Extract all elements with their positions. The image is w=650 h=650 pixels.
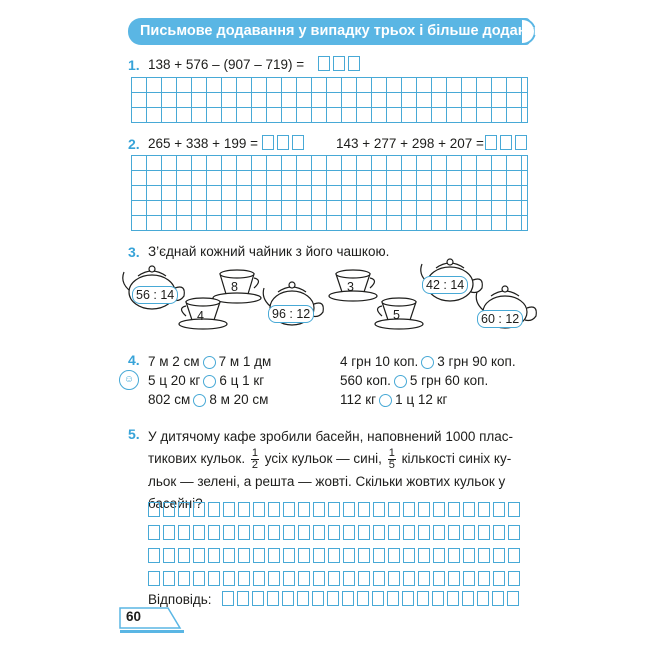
writing-cell[interactable] [193, 525, 205, 540]
teapots-and-cups [120, 258, 540, 338]
writing-cell[interactable] [282, 591, 294, 606]
task-5-line-1: У дитячому кафе зробили басейн, наповнений 1000 плас- [148, 429, 514, 444]
fraction-one-half: $\frac{1}{2}$ [251, 447, 258, 471]
writing-cell[interactable] [178, 502, 190, 517]
writing-cell[interactable] [148, 548, 160, 563]
task-4-number: 4. [128, 352, 140, 368]
writing-cell[interactable] [418, 525, 430, 540]
writing-cell[interactable] [222, 591, 234, 606]
writing-cell[interactable] [223, 548, 235, 563]
writing-cell[interactable] [148, 502, 160, 517]
writing-cell[interactable] [208, 571, 220, 586]
page-number: 60 [126, 609, 142, 624]
writing-cell[interactable] [283, 502, 295, 517]
writing-cell[interactable] [493, 502, 505, 517]
writing-cell[interactable] [268, 548, 280, 563]
writing-cell[interactable] [493, 548, 505, 563]
compare-circle[interactable] [203, 375, 216, 388]
writing-cell[interactable] [462, 591, 474, 606]
task-5-line-4: басейні? [148, 496, 203, 511]
writing-cell[interactable] [417, 591, 429, 606]
task-2-answer-a[interactable] [262, 135, 307, 150]
writing-cell[interactable] [388, 525, 400, 540]
writing-cell[interactable] [193, 502, 205, 517]
writing-cell[interactable] [298, 525, 310, 540]
writing-cell[interactable] [433, 525, 445, 540]
writing-cell[interactable] [373, 525, 385, 540]
writing-cell[interactable] [372, 591, 384, 606]
writing-cell[interactable] [358, 525, 370, 540]
writing-cell[interactable] [328, 548, 340, 563]
task-2-expression-a: 265 + 338 + 199 = [148, 136, 258, 151]
writing-cell[interactable] [313, 571, 325, 586]
writing-cell[interactable] [433, 502, 445, 517]
comparison-row: 5 ц 20 кг 6 ц 1 кг [148, 373, 265, 388]
writing-cell[interactable] [463, 548, 475, 563]
writing-cell[interactable] [297, 591, 309, 606]
writing-cell[interactable] [253, 548, 265, 563]
writing-cell[interactable] [433, 548, 445, 563]
writing-cell[interactable] [463, 571, 475, 586]
compare-circle[interactable] [203, 356, 216, 369]
fraction-one-fifth: $\frac{1}{5}$ [388, 447, 395, 471]
writing-cell[interactable] [327, 591, 339, 606]
writing-cell[interactable] [148, 571, 160, 586]
writing-cell[interactable] [163, 548, 175, 563]
cup-label-1: 8 [231, 280, 238, 294]
writing-cell[interactable] [343, 571, 355, 586]
writing-cell[interactable] [298, 502, 310, 517]
teapot-label-1: 56 : 14 [132, 286, 178, 304]
comparison-row: 112 кг 1 ц 12 кг [340, 392, 448, 407]
task-4-left-column [148, 352, 271, 409]
writing-cell[interactable] [313, 525, 325, 540]
writing-cell[interactable] [358, 571, 370, 586]
writing-cell[interactable] [312, 591, 324, 606]
comparison-row: 4 грн 10 коп. 3 грн 90 коп. [340, 354, 516, 369]
writing-cell[interactable] [403, 548, 415, 563]
writing-cell[interactable] [253, 525, 265, 540]
task-5-line-2: тикових кульок. $\frac{1}{2}$ усіх кульок — сині, $\frac{1}{5}$ кількості синіх ку- [148, 447, 512, 471]
writing-cell[interactable] [433, 571, 445, 586]
writing-cell[interactable] [477, 591, 489, 606]
writing-cell[interactable] [343, 525, 355, 540]
writing-cell[interactable] [508, 502, 520, 517]
writing-cell[interactable] [358, 502, 370, 517]
writing-cell[interactable] [432, 591, 444, 606]
writing-cell[interactable] [493, 525, 505, 540]
writing-cell[interactable] [237, 591, 249, 606]
writing-cell[interactable] [163, 571, 175, 586]
writing-cell[interactable] [478, 571, 490, 586]
writing-cell[interactable] [493, 571, 505, 586]
task-5-line-3: льок — зелені, а решта — жовті. Скільки жовтих кульок у [148, 474, 506, 489]
writing-cell[interactable] [478, 525, 490, 540]
writing-cell[interactable] [388, 571, 400, 586]
writing-cell[interactable] [418, 548, 430, 563]
task-1-number: 1. [128, 57, 140, 73]
writing-cell[interactable] [373, 571, 385, 586]
writing-cell[interactable] [163, 502, 175, 517]
cup-label-4: 5 [393, 308, 400, 322]
compare-circle[interactable] [379, 394, 392, 407]
comparison-row: 7 м 2 см 7 м 1 дм [148, 354, 272, 369]
writing-cell[interactable] [268, 571, 280, 586]
writing-cell[interactable] [223, 525, 235, 540]
task-5-number: 5. [128, 426, 140, 442]
writing-cell[interactable] [238, 548, 250, 563]
comparison-row: 802 см 8 м 20 см [148, 392, 269, 407]
task-4-right-column [340, 352, 516, 409]
writing-cell[interactable] [148, 525, 160, 540]
writing-cell[interactable] [448, 571, 460, 586]
writing-cell[interactable] [388, 502, 400, 517]
writing-cell[interactable] [448, 502, 460, 517]
writing-cell[interactable] [193, 548, 205, 563]
writing-cell[interactable] [387, 591, 399, 606]
task-3-number: 3. [128, 244, 140, 260]
writing-cell[interactable] [223, 502, 235, 517]
writing-cell[interactable] [357, 591, 369, 606]
writing-cell[interactable] [478, 548, 490, 563]
writing-cell[interactable] [283, 548, 295, 563]
writing-cell[interactable] [463, 502, 475, 517]
task-2-answer-b[interactable] [485, 135, 530, 150]
compare-circle[interactable] [421, 356, 434, 369]
writing-cell[interactable] [238, 525, 250, 540]
writing-cell[interactable] [492, 591, 504, 606]
writing-cell[interactable] [448, 548, 460, 563]
writing-cell[interactable] [238, 502, 250, 517]
writing-cell[interactable] [508, 525, 520, 540]
writing-cell[interactable] [402, 591, 414, 606]
writing-cell[interactable] [208, 502, 220, 517]
writing-cell[interactable] [268, 525, 280, 540]
compare-circle[interactable] [394, 375, 407, 388]
writing-cell[interactable] [178, 525, 190, 540]
writing-cell[interactable] [358, 548, 370, 563]
task-1-answer-boxes[interactable] [318, 56, 363, 71]
writing-cell[interactable] [208, 548, 220, 563]
writing-cell[interactable] [268, 502, 280, 517]
writing-cell[interactable] [418, 571, 430, 586]
compare-circle[interactable] [193, 394, 206, 407]
writing-cell[interactable] [463, 525, 475, 540]
task-2-number: 2. [128, 136, 140, 152]
task-1-grid[interactable] [131, 77, 528, 123]
writing-cell[interactable] [447, 591, 459, 606]
writing-cell[interactable] [508, 571, 520, 586]
writing-cell[interactable] [342, 591, 354, 606]
section-title: Письмове додавання у випадку трьох і більше доданків [140, 23, 547, 39]
writing-cell[interactable] [388, 548, 400, 563]
writing-cell[interactable] [403, 571, 415, 586]
writing-cell[interactable] [343, 502, 355, 517]
writing-cell[interactable] [223, 571, 235, 586]
writing-cell[interactable] [238, 571, 250, 586]
task-5-solution-rows[interactable] [148, 502, 523, 586]
answer-label: Відповідь: [148, 592, 212, 607]
writing-cell[interactable] [478, 502, 490, 517]
comparison-row: 560 коп. 5 грн 60 коп. [340, 373, 489, 388]
writing-cell[interactable] [253, 571, 265, 586]
writing-cell[interactable] [507, 591, 519, 606]
teapot-label-3: 42 : 14 [422, 276, 468, 294]
task-1-expression: 138 + 576 – (907 – 719) = [148, 57, 305, 72]
writing-cell[interactable] [313, 502, 325, 517]
writing-cell[interactable] [178, 571, 190, 586]
task-3-prompt: З’єднай кожний чайник з його чашкою. [148, 244, 390, 259]
writing-cell[interactable] [298, 571, 310, 586]
writing-cell[interactable] [163, 525, 175, 540]
writing-cell[interactable] [313, 548, 325, 563]
writing-cell[interactable] [343, 548, 355, 563]
cup-label-2: 4 [197, 309, 204, 323]
writing-cell[interactable] [403, 502, 415, 517]
task-2-grid[interactable] [131, 155, 528, 231]
answer-boxes[interactable] [222, 591, 522, 606]
writing-cell[interactable] [283, 525, 295, 540]
writing-cell[interactable] [193, 571, 205, 586]
writing-cell[interactable] [252, 591, 264, 606]
writing-cell[interactable] [283, 571, 295, 586]
writing-cell[interactable] [448, 525, 460, 540]
cup-label-3: 3 [347, 280, 354, 294]
writing-cell[interactable] [418, 502, 430, 517]
writing-cell[interactable] [328, 525, 340, 540]
writing-cell[interactable] [253, 502, 265, 517]
writing-cell[interactable] [178, 548, 190, 563]
writing-cell[interactable] [208, 525, 220, 540]
writing-cell[interactable] [373, 502, 385, 517]
writing-cell[interactable] [373, 548, 385, 563]
teapot-label-2: 96 : 12 [268, 305, 314, 323]
writing-cell[interactable] [328, 502, 340, 517]
writing-cell[interactable] [508, 548, 520, 563]
teapot-label-4: 60 : 12 [477, 310, 523, 328]
writing-cell[interactable] [298, 548, 310, 563]
writing-cell[interactable] [403, 525, 415, 540]
thinking-head-icon: ☺ [119, 370, 139, 390]
task-2-expression-b: 143 + 277 + 298 + 207 = [336, 136, 484, 151]
writing-cell[interactable] [328, 571, 340, 586]
writing-cell[interactable] [267, 591, 279, 606]
